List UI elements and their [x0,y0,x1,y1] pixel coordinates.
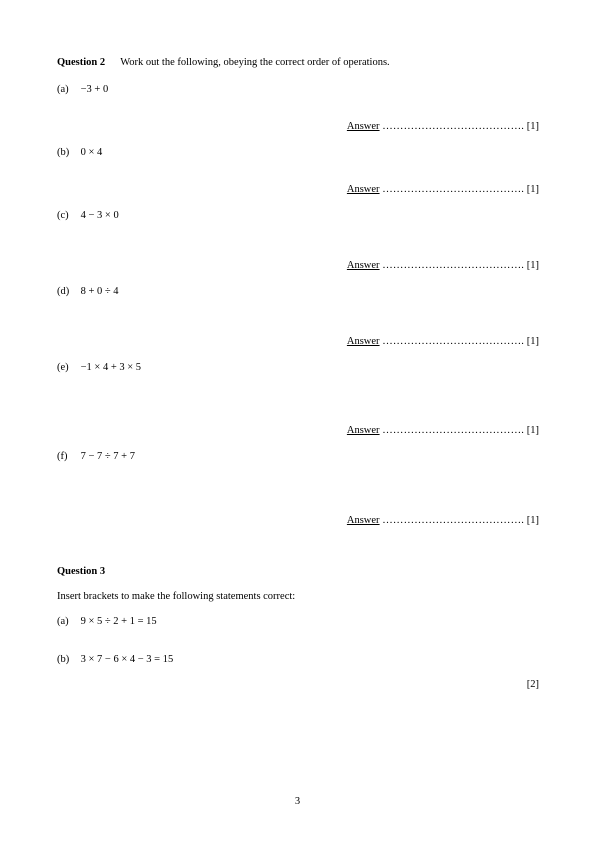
answer-label: Answer [346,425,380,436]
answer-label: Answer [346,184,380,195]
q2-part-f [57,451,135,462]
answer-line-b[interactable] [347,184,539,195]
expression: 8 + 0 ÷ 4 [80,286,119,297]
answer-label: Answer [346,515,380,526]
q3-part-b [57,654,173,665]
q2-part-e [57,362,141,373]
answer-dots: …………………………………. [382,425,525,436]
marks: [1] [526,121,539,132]
answer-label: Answer [346,260,380,271]
answer-line-a[interactable] [347,121,539,132]
marks: [1] [526,336,539,347]
expression: −1 × 4 + 3 × 5 [80,362,142,373]
expression: 9 × 5 ÷ 2 + 1 = 15 [80,616,157,627]
answer-line-e[interactable] [347,425,539,436]
question-2-header [57,57,390,68]
question-2-instruction: Work out the following, obeying the correct order of operations. [120,57,390,68]
q2-part-c [57,210,119,221]
answer-dots: …………………………………. [382,515,525,526]
expression: 7 − 7 ÷ 7 + 7 [80,451,135,462]
expression: 0 × 4 [80,147,103,158]
expression: 4 − 3 × 0 [80,210,119,221]
part-label: (b) [57,147,70,158]
question-3-marks: [2] [526,679,539,690]
question-2-heading: Question 2 [57,57,106,68]
answer-dots: …………………………………. [382,184,525,195]
answer-line-c[interactable] [347,260,539,271]
part-label: (b) [57,654,70,665]
answer-line-d[interactable] [347,336,539,347]
page-number: 3 [294,796,301,807]
expression: 3 × 7 − 6 × 4 − 3 = 15 [80,654,174,665]
marks: [1] [526,515,539,526]
marks: [1] [526,184,539,195]
expression: −3 + 0 [80,84,109,95]
q3-part-a [57,616,157,627]
part-label: (a) [57,84,69,95]
answer-label: Answer [346,336,380,347]
answer-dots: …………………………………. [382,121,525,132]
answer-line-f[interactable] [347,515,539,526]
part-label: (d) [57,286,70,297]
marks: [1] [526,425,539,436]
marks: [1] [526,260,539,271]
q2-part-b [57,147,102,158]
question-3-heading: Question 3 [57,566,106,577]
question-3-instruction: Insert brackets to make the following statements correct: [57,591,296,602]
part-label: (e) [57,362,69,373]
q2-part-a [57,84,108,95]
answer-dots: …………………………………. [382,336,525,347]
part-label: (a) [57,616,69,627]
part-label: (c) [57,210,69,221]
answer-label: Answer [346,121,380,132]
q2-part-d [57,286,119,297]
answer-dots: …………………………………. [382,260,525,271]
part-label: (f) [57,451,68,462]
